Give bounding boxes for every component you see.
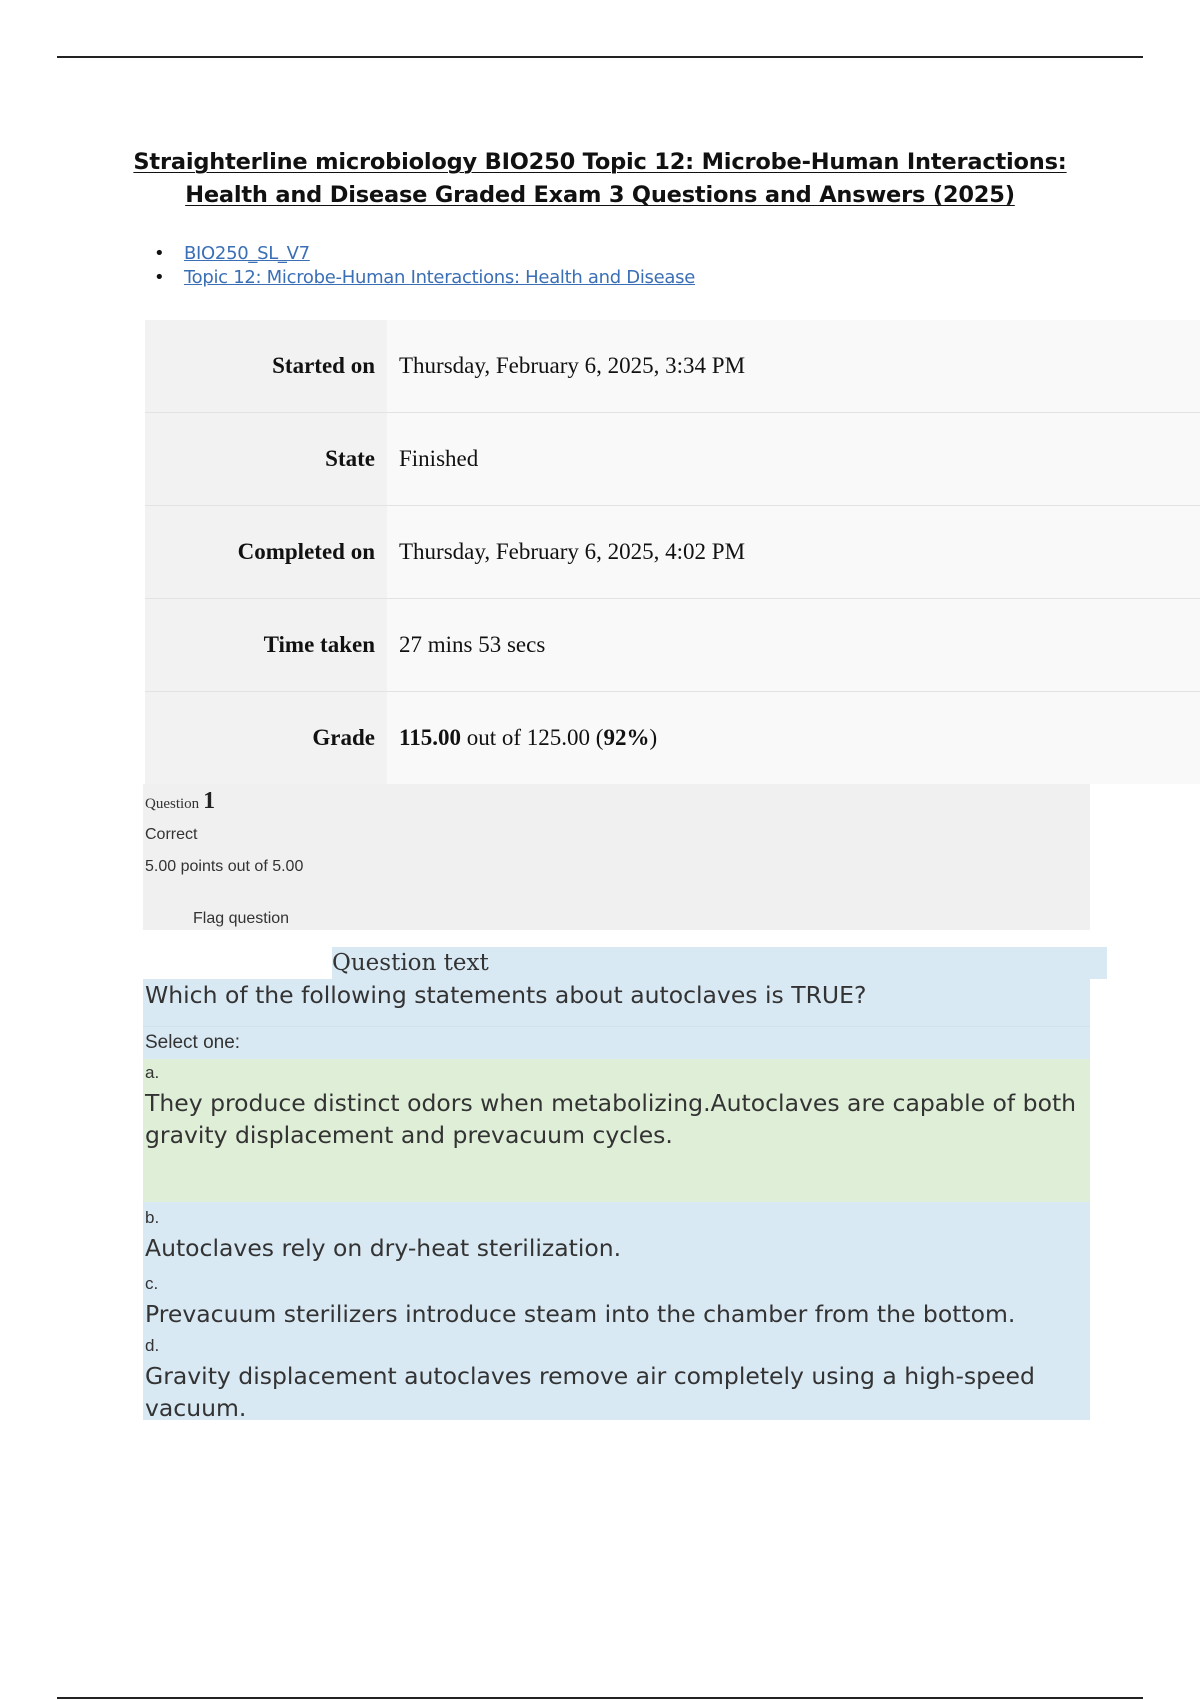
- question-number: [145, 788, 215, 815]
- option-text: They produce distinct odors when metabolizing.Autoclaves are capable of both gravity displacement and prevacuum cycles.: [145, 1089, 1077, 1149]
- grade-close: ): [649, 725, 658, 750]
- breadcrumb-link-course[interactable]: BIO250_SL_V7: [184, 243, 310, 264]
- option-letter: d.: [145, 1336, 160, 1355]
- summary-label: Started on: [145, 320, 387, 412]
- grade-value: [387, 692, 1200, 784]
- question-text: Which of the following statements about autoclaves is TRUE?: [145, 981, 867, 1009]
- select-one-prompt: Select one:: [143, 1026, 1090, 1059]
- option-text: Autoclaves rely on dry-heat sterilization.: [145, 1234, 622, 1262]
- breadcrumb-item: [184, 242, 695, 266]
- flag-question-link[interactable]: Flag question: [193, 910, 290, 927]
- summary-value: 27 mins 53 secs: [387, 599, 1200, 691]
- question-label: Question: [145, 796, 200, 812]
- question-points: 5.00 points out of 5.00: [145, 858, 304, 875]
- grade-total: out of 125.00 (: [460, 725, 604, 750]
- answer-option-b[interactable]: [143, 1202, 1090, 1270]
- breadcrumb-list: [184, 242, 695, 290]
- question-number-value: 1: [203, 788, 216, 814]
- breadcrumb-item: [184, 266, 695, 290]
- option-text: Gravity displacement autoclaves remove air completely using a high-speed vacuum.: [145, 1362, 1035, 1422]
- title-line-2: Health and Disease Graded Exam 3 Questions and Answers (2025): [185, 182, 1015, 208]
- summary-value: Thursday, February 6, 2025, 4:02 PM: [387, 506, 1200, 598]
- summary-row-grade: [145, 692, 1200, 784]
- answer-option-a[interactable]: [143, 1059, 1090, 1202]
- summary-label: Time taken: [145, 599, 387, 691]
- summary-row-state: [145, 413, 1200, 506]
- option-text: Prevacuum sterilizers introduce steam into the chamber from the bottom.: [145, 1300, 1016, 1328]
- answer-option-c[interactable]: [143, 1270, 1090, 1332]
- summary-row-completed: [145, 506, 1200, 599]
- question-info-panel: [143, 784, 1090, 930]
- option-letter: a.: [145, 1063, 160, 1082]
- bottom-rule: [57, 1697, 1143, 1699]
- summary-value: Finished: [387, 413, 1200, 505]
- summary-value: Thursday, February 6, 2025, 3:34 PM: [387, 320, 1200, 412]
- answer-option-d[interactable]: [143, 1332, 1090, 1420]
- question-text-heading: Question text: [332, 947, 1107, 979]
- summary-label: Grade: [145, 692, 387, 784]
- attempt-summary-table: [145, 320, 1200, 784]
- document-title: [100, 146, 1100, 212]
- summary-row-time-taken: [145, 599, 1200, 692]
- title-line-1: Straighterline microbiology BIO250 Topic 12: Microbe-Human Interactions:: [133, 149, 1067, 175]
- option-letter: b.: [145, 1208, 160, 1227]
- question-state: Correct: [145, 826, 198, 843]
- summary-row-started: [145, 320, 1200, 413]
- breadcrumb-link-topic[interactable]: Topic 12: Microbe-Human Interactions: Health and Disease: [184, 267, 695, 288]
- question-content: [143, 979, 1090, 1420]
- summary-label: State: [145, 413, 387, 505]
- option-letter: c.: [145, 1274, 159, 1293]
- summary-label: Completed on: [145, 506, 387, 598]
- grade-score: 115.00: [399, 725, 461, 750]
- grade-percent: 92%: [603, 725, 650, 750]
- top-rule: [57, 56, 1143, 58]
